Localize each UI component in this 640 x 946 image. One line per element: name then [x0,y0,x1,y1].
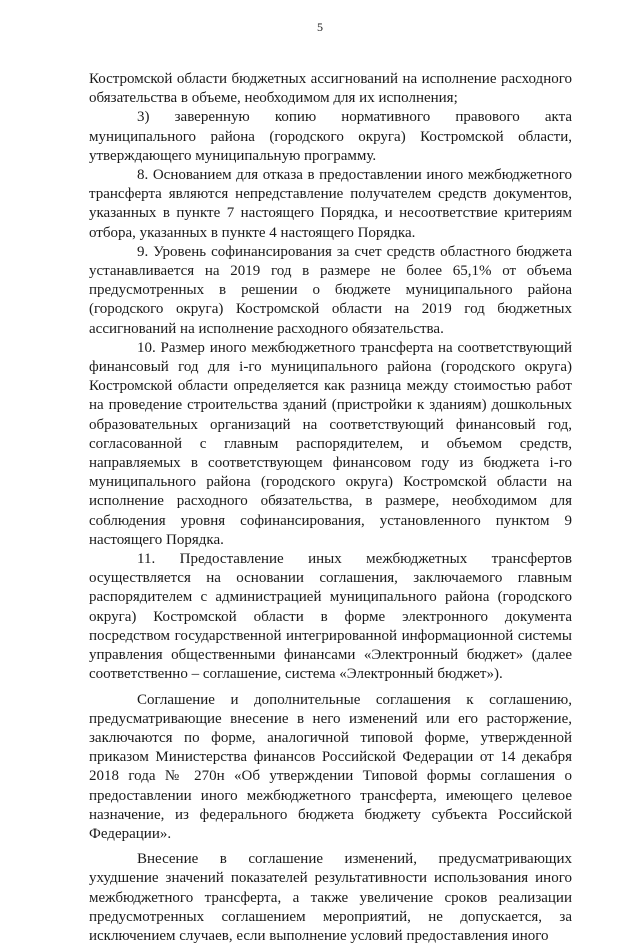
paragraph-clause-8: 8. Основанием для отказа в предоставлении иного межбюджетного трансферта являются непредставление получателем средств документов, указанных в пункте 7 настоящего Порядка, и несоответствие критериям отбора, указанных в пункте 4 настоящего Порядка. [89,167,572,241]
paragraph-clause-9: 9. Уровень софинансирования за счет средств областного бюджета устанавливается на 2019 год в размере не более 65,1% от объема предусмотренных в решении о бюджете муниципального района (городского округа) Костромской области на 2019 год бюджетных ассигнований на исполнение расходного обязательства. [89,243,572,337]
paragraph-clause-10: 10. Размер иного межбюджетного трансферта на соответствующий финансовый год для i-го муниципального района (городского округа) Костромской области определяется как разница между стоимостью работ на проведение строительства зданий (пристройки к зданиям) дошкольных образовательных организаций на соответствующий финансовый год, согласованной с главным распорядителем, и объемом средств, направляемых в соответствующем финансовом году из бюджета i-го муниципального района (городского округа) Костромской области на исполнение расходного обязательства, в размере, необходимом для соблюдения уровня софинансирования, установленного пунктом 9 настоящего Порядка. [89,339,572,548]
paragraph-agreement-form: Соглашение и дополнительные соглашения к соглашению, предусматривающие внесение в него изменений или его расторжение, заключаются по форме, аналогичной типовой форме, утвержденной приказом Министерства финансов Российской Федерации от 14 декабря 2018 года № 270н «Об утверждении Типовой формы соглашения о предоставлении иного межбюджетного трансферта, имеющего целевое назначение, из федерального бюджета бюджету субъекта Российской Федерации». [89,691,572,842]
paragraph-clause-11: 11. Предоставление иных межбюджетных трансфертов осуществляется на основании соглашения, заключаемого главным распорядителем с администрацией муниципального района (городского округа) Костромской области в форме электронного документа посредством государственной интегрированной информационной системы управления общественными финансами «Электронный бюджет» (далее соответственно – соглашение, система «Электронный бюджет»). [89,551,572,683]
paragraph-continuation: Костромской области бюджетных ассигнований на исполнение расходного обязательства в объеме, необходимом для их исполнения; [89,71,572,107]
document-body [89,70,572,946]
paragraph-item-3: 3) заверенную копию нормативного правового акта муниципального района (городского округа) Костромской области, утверждающего муниципальную программу. [89,109,572,164]
page-number: 5 [317,20,323,34]
paragraph-agreement-changes: Внесение в соглашение изменений, предусматривающих ухудшение значений показателей результативности использования иного межбюджетного трансферта, а также увеличение сроков реализации предусмотренных соглашением мероприятий, не допускается, за исключением случаев, если выполнение условий предоставления иного [89,851,572,944]
